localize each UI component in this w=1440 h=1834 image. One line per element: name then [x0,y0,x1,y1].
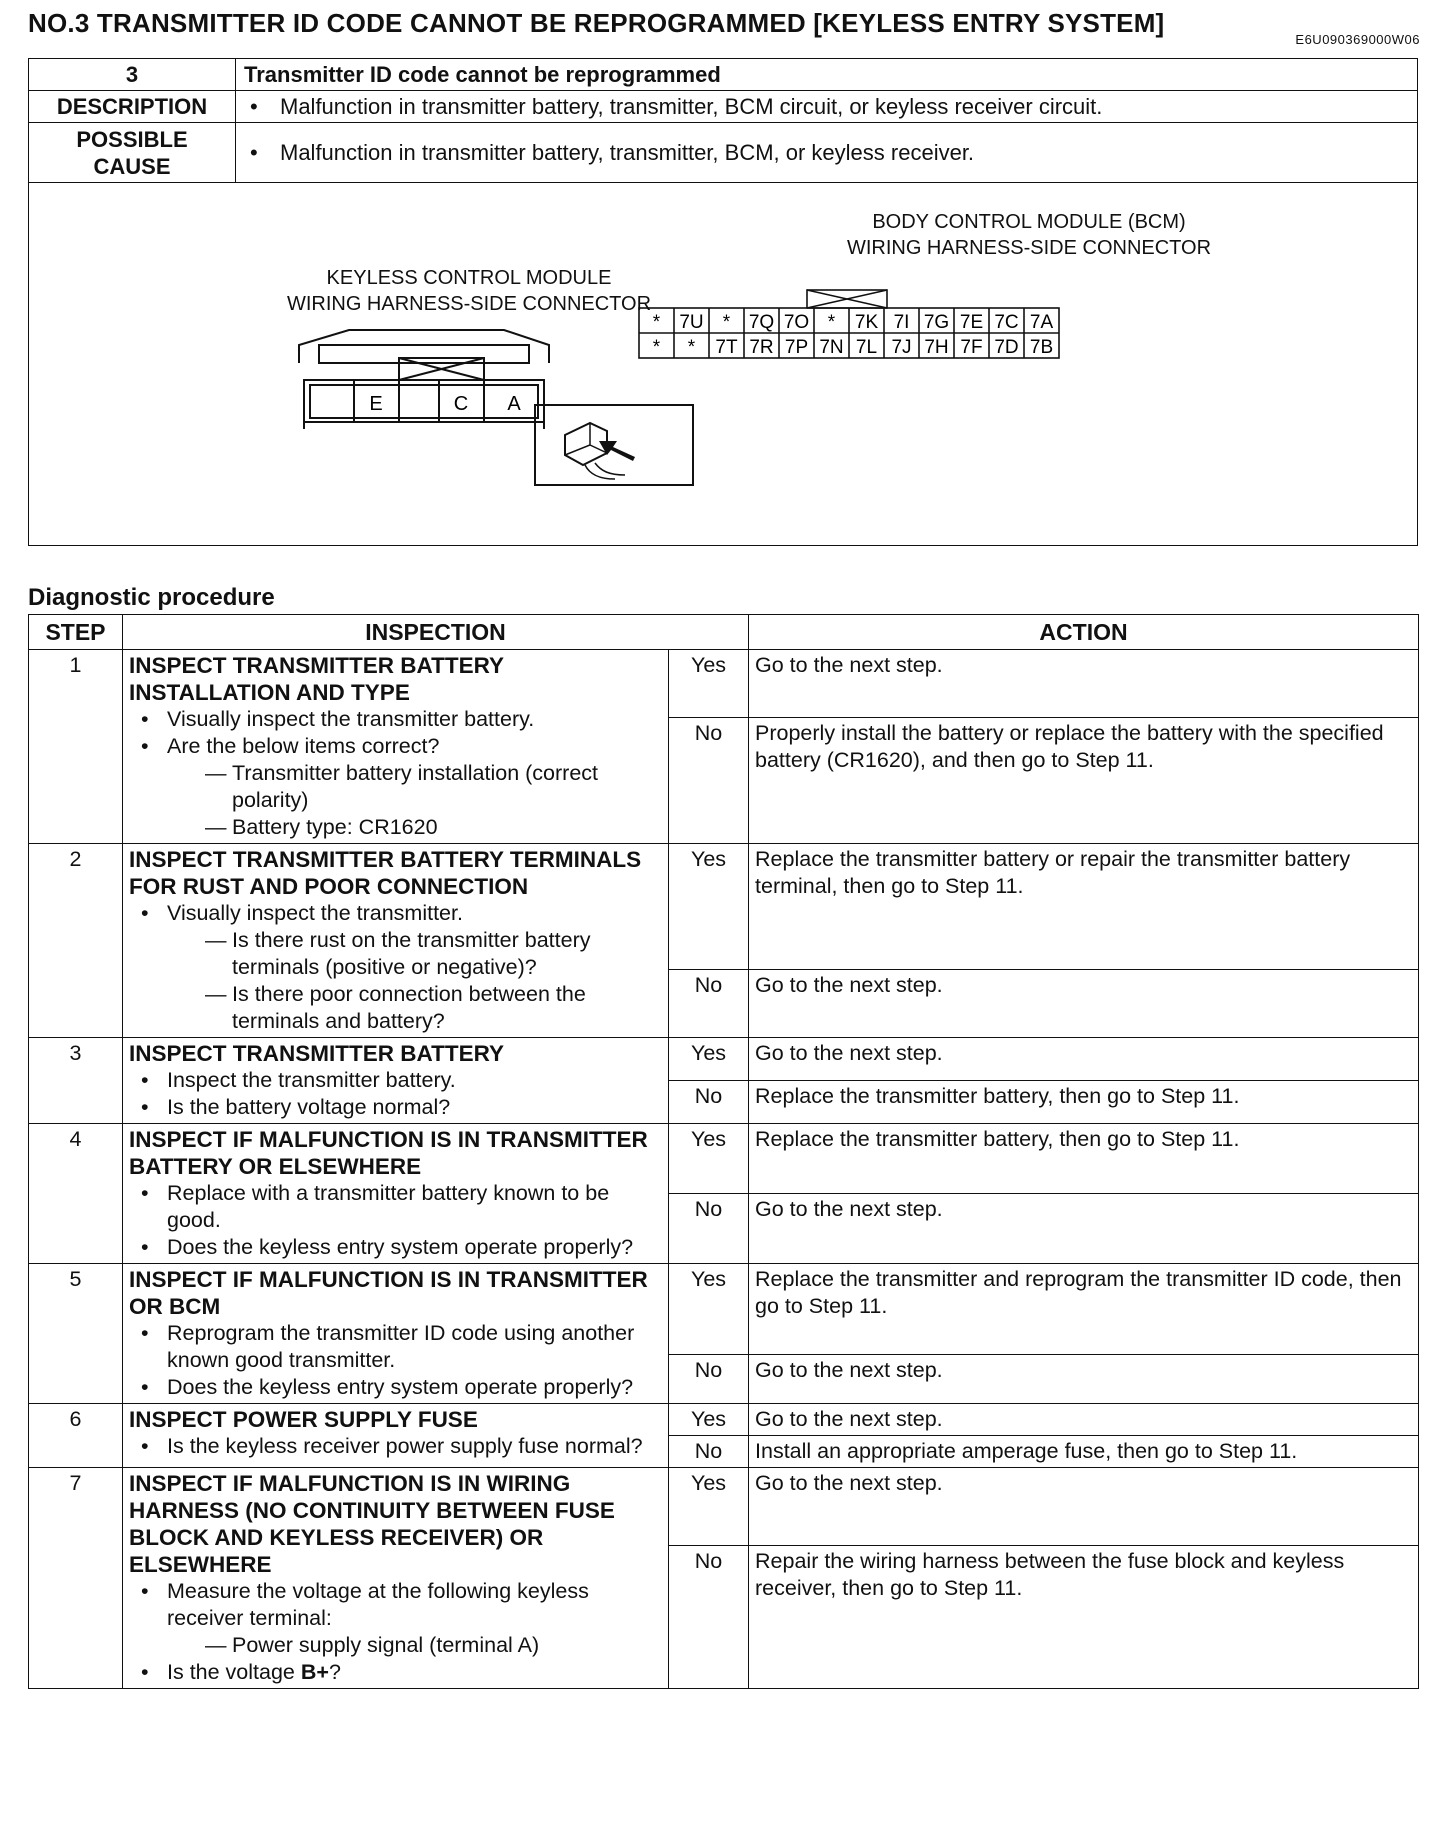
bcm-pin-label: 7J [891,337,912,358]
bullet-text: Replace with a transmitter battery known to be good. [167,1181,610,1232]
column-header-step: STEP [29,615,123,650]
yes-action: Go to the next step. [749,650,1419,718]
document-id: E6U090369000W06 [1295,32,1420,47]
harness-side-connector-icon [535,405,693,485]
inspection-bullet [129,900,662,1035]
yes-label: Yes [669,1264,749,1355]
description-text: Malfunction in transmitter battery, transmitter, BCM circuit, or keyless receiver circuit. [280,93,1103,119]
bullet-emphasis: B+ [300,1660,329,1684]
no-action: Go to the next step. [749,1194,1419,1264]
no-label: No [669,1194,749,1264]
keyless-caption-line2: WIRING HARNESS-SIDE CONNECTOR [286,293,652,315]
bcm-pin-label: 7A [1029,312,1054,333]
step-row [29,1038,1419,1081]
inspection-subitems [167,1632,662,1659]
inspection-bullets [129,706,662,841]
inspection-cell [123,1124,669,1264]
no-action: Replace the transmitter battery, then go to Step 11. [749,1081,1419,1124]
no-action: Go to the next step. [749,1354,1419,1403]
no-label: No [669,1545,749,1688]
bullet-text: Measure the voltage at the following keyless receiver terminal: [167,1579,589,1630]
bullet-text: Does the keyless entry system operate properly? [167,1375,634,1399]
step-number: 3 [29,1038,123,1124]
inspection-subitem: — Is there rust on the transmitter battery terminals (positive or negative)? [167,927,662,981]
inspection-subitem: — Transmitter battery installation (correct polarity) [167,760,662,814]
no-label: No [669,1354,749,1403]
yes-action: Replace the transmitter battery or repair the transmitter battery terminal, then go to Step 11. [749,844,1419,970]
possible-cause-text: Malfunction in transmitter battery, transmitter, BCM, or keyless receiver. [280,139,975,165]
yes-action: Replace the transmitter and reprogram the transmitter ID code, then go to Step 11. [749,1264,1419,1355]
bcm-pin-label: * [652,337,661,358]
keyless-pin-a: A [507,393,521,415]
bcm-pin-label: * [827,312,836,333]
bcm-pin-label: 7F [960,337,983,358]
inspection-title: INSPECT IF MALFUNCTION IS IN WIRING HARNESS (NO CONTINUITY BETWEEN FUSE BLOCK AND KEYLESS RECEIVER) OR ELSEWHERE [129,1471,615,1577]
no-label: No [669,1081,749,1124]
no-action: Properly install the battery or replace the battery with the specified battery (CR1620), and then go to Step 11. [749,718,1419,844]
inspection-bullet [129,1374,662,1401]
bullet-text: Does the keyless entry system operate properly? [167,1235,634,1259]
bullet-text: Is the battery voltage normal? [167,1095,451,1119]
bcm-caption-line2: WIRING HARNESS-SIDE CONNECTOR [846,237,1212,259]
inspection-title: INSPECT IF MALFUNCTION IS IN TRANSMITTER OR BCM [129,1267,648,1319]
yes-label: Yes [669,1124,749,1194]
no-action: Install an appropriate amperage fuse, then go to Step 11. [749,1436,1419,1468]
bcm-pin-label: 7T [715,337,738,358]
step-row [29,650,1419,718]
troubleshooting-number: 3 [29,59,236,91]
inspection-cell [123,844,669,1038]
bcm-pin-label: 7Q [748,312,775,333]
step-number: 2 [29,844,123,1038]
step-number: 4 [29,1124,123,1264]
bcm-pin-label: * [722,312,731,333]
no-label: No [669,718,749,844]
no-action: Repair the wiring harness between the fuse block and keyless receiver, then go to Step 11. [749,1545,1419,1688]
inspection-bullets [129,1067,662,1121]
no-label: No [669,1436,749,1468]
step-number: 7 [29,1468,123,1689]
bcm-pin-label: 7L [855,337,878,358]
inspection-title: INSPECT TRANSMITTER BATTERY [129,1041,504,1066]
bullet-text: Is the keyless receiver power supply fuse normal? [167,1434,643,1458]
yes-label: Yes [669,1038,749,1081]
troubleshooting-heading: Transmitter ID code cannot be reprogrammed [236,59,1418,91]
inspection-subitems [167,927,662,1035]
keyless-caption-line1: KEYLESS CONTROL MODULE [326,267,612,289]
diagnostic-procedure-table [28,614,1419,1689]
inspection-bullets [129,900,662,1035]
inspection-bullets [129,1433,662,1460]
yes-label: Yes [669,1468,749,1546]
inspection-bullet [129,1067,662,1094]
yes-action: Go to the next step. [749,1468,1419,1546]
bcm-pin-label: * [687,337,696,358]
inspection-subitem: — Battery type: CR1620 [167,814,662,841]
possible-cause-cell: • Malfunction in transmitter battery, transmitter, BCM, or keyless receiver. [236,123,1418,183]
bcm-pin-label: 7N [819,337,844,358]
bcm-pin-label: 7P [784,337,809,358]
connector-drawings [29,183,1415,543]
bullet-text: Reprogram the transmitter ID code using another known good transmitter. [167,1321,635,1372]
inspection-title: INSPECT TRANSMITTER BATTERY INSTALLATION AND TYPE [129,653,504,705]
bcm-pin-label: 7O [783,312,810,333]
bcm-caption-line1: BODY CONTROL MODULE (BCM) [872,211,1186,233]
description-cell: • Malfunction in transmitter battery, transmitter, BCM circuit, or keyless receiver circuit. [236,91,1418,123]
section-title: Diagnostic procedure [28,584,275,611]
yes-label: Yes [669,650,749,718]
step-row [29,1264,1419,1355]
yes-label: Yes [669,844,749,970]
inspection-bullets [129,1180,662,1261]
inspection-bullet [129,1320,662,1374]
inspection-title: INSPECT TRANSMITTER BATTERY TERMINALS FOR RUST AND POOR CONNECTION [129,847,642,899]
inspection-cell [123,1038,669,1124]
inspection-bullet [129,1659,662,1686]
bcm-pin-label: 7R [749,337,774,358]
bcm-pin-label: 7G [923,312,950,333]
step-row [29,1404,1419,1436]
no-label: No [669,969,749,1037]
step-row [29,844,1419,970]
page-title: NO.3 TRANSMITTER ID CODE CANNOT BE REPROGRAMMED [KEYLESS ENTRY SYSTEM] [28,8,1165,38]
inspection-bullet [129,1578,662,1659]
inspection-bullet [129,706,662,733]
summary-table [28,58,1418,546]
inspection-bullet [129,1094,662,1121]
yes-action: Go to the next step. [749,1038,1419,1081]
column-header-inspection: INSPECTION [123,615,749,650]
bcm-pin-label: 7K [854,312,879,333]
keyless-pins [369,393,521,415]
bullet-text: Inspect the transmitter battery. [167,1068,456,1092]
bcm-pin-label: 7B [1029,337,1054,358]
yes-action: Go to the next step. [749,1404,1419,1436]
keyless-pin-e: E [369,393,383,415]
step-number: 1 [29,650,123,844]
bcm-pin-label: 7U [679,312,704,333]
bullet-text: Is the voltage [167,1660,301,1684]
bcm-pin-label: * [652,312,661,333]
inspection-cell [123,1468,669,1689]
bullet-text: Visually inspect the transmitter. [167,901,463,925]
inspection-subitem: — Is there poor connection between the terminals and battery? [167,981,662,1035]
inspection-cell [123,1404,669,1468]
step-number: 6 [29,1404,123,1468]
step-row [29,1124,1419,1194]
inspection-bullets [129,1578,662,1686]
bcm-pin-label: 7D [994,337,1019,358]
step-row [29,1468,1419,1546]
bcm-pin-label: 7C [994,312,1019,333]
keyless-pin-c: C [453,393,469,415]
yes-label: Yes [669,1404,749,1436]
inspection-bullet [129,733,662,841]
inspection-title: INSPECT IF MALFUNCTION IS IN TRANSMITTER BATTERY OR ELSEWHERE [129,1127,648,1179]
bcm-pins [653,312,1054,358]
inspection-bullet [129,1234,662,1261]
inspection-bullet [129,1433,662,1460]
bullet-text: Visually inspect the transmitter battery. [167,707,535,731]
bcm-pin-label: 7H [924,337,949,358]
bullet-suffix: ? [328,1660,341,1684]
possible-cause-label: POSSIBLE CAUSE [29,123,236,183]
inspection-cell [123,650,669,844]
inspection-title: INSPECT POWER SUPPLY FUSE [129,1407,478,1432]
no-action: Go to the next step. [749,969,1419,1037]
connector-figure [29,183,1418,546]
description-label: DESCRIPTION [29,91,236,123]
table-header-row [29,615,1419,650]
yes-action: Replace the transmitter battery, then go to Step 11. [749,1124,1419,1194]
inspection-cell [123,1264,669,1404]
inspection-subitems [167,760,662,841]
step-number: 5 [29,1264,123,1404]
inspection-bullets [129,1320,662,1401]
inspection-subitem: — Power supply signal (terminal A) [167,1632,662,1659]
bullet-text: Are the below items correct? [167,734,440,758]
bcm-pin-label: 7E [959,312,984,333]
column-header-action: ACTION [749,615,1419,650]
inspection-bullet [129,1180,662,1234]
bcm-pin-label: 7I [893,312,910,333]
